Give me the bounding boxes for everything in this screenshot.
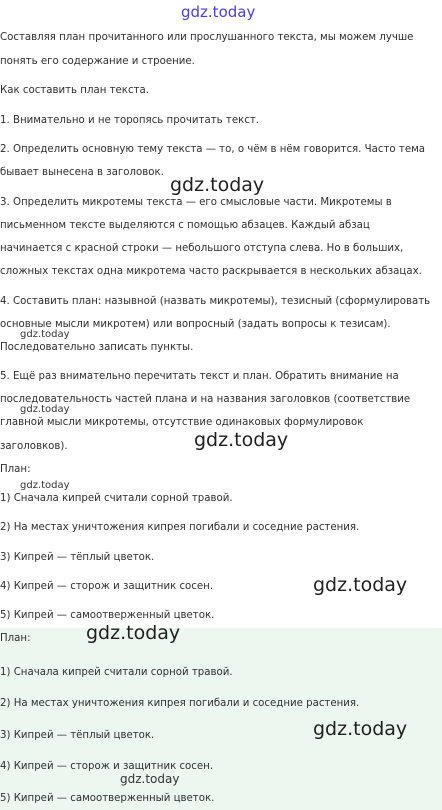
plan-1-item-1: 1) Сначала кипрей считали сорной травой. (0, 493, 233, 504)
plan-1-title: План: (0, 464, 31, 475)
watermark-4: gdz.today (194, 429, 289, 451)
intro-line-1: Составляя план прочитанного или прослушанного текста, мы можем лучше (0, 32, 414, 43)
step-3-line-1: 3. Определить микротемы текста — его смысловые части. Микротемы в (0, 197, 392, 208)
step-4-line-3: Последовательно записать пункты. (0, 342, 194, 353)
step-1: 1. Внимательно и не торопясь прочитать текст. (0, 115, 260, 126)
plan-1-item-5: 5) Кипрей — самоотверженный цветок. (0, 610, 215, 621)
step-4-line-2: основные мысли микротем) или вопросный (задать вопросы к тезисам). (0, 319, 391, 330)
watermark-6: gdz.today (313, 574, 408, 596)
watermark-5: gdz.today (20, 480, 70, 491)
watermark-9: gdz.today (120, 772, 180, 786)
plan-2-title: План: (0, 633, 31, 644)
step-5-line-2: последовательность частей плана и на названия заголовков (соответствие (0, 394, 411, 405)
step-3-line-2: письменном тексте выделяются с помощью абзацев. Каждый абзац (0, 220, 370, 231)
how-to-heading: Как составить план текста. (0, 85, 149, 96)
step-4-line-1: 4. Составить план: назывной (назвать микротемы), тезисный (сформулировать (0, 296, 431, 307)
plan-2-item-2: 2) На местах уничтожения кипрея погибали и соседние растения. (0, 698, 360, 709)
plan-2-item-5: 5) Кипрей — самоотверженный цветок. (0, 793, 215, 804)
plan-1-item-3: 3) Кипрей — тёплый цветок. (0, 552, 155, 563)
step-3-line-4: сложных текстах одна микротема часто раскрывается в нескольких абзацах. (0, 266, 422, 277)
watermark-8: gdz.today (313, 718, 408, 740)
step-5-line-3: главной мысли микротемы, отсутствие одинаковых формулировок (0, 417, 364, 428)
plan-1-item-2: 2) На местах уничтожения кипрея погибали и соседние растения. (0, 522, 360, 533)
step-3-line-3: начинается с красной строки — небольшого отступа слева. Но в больших, (0, 243, 404, 254)
intro-line-2: понять его содержание и строение. (0, 56, 195, 67)
step-5-line-4: заголовков). (0, 441, 68, 452)
plan-1-item-4: 4) Кипрей — сторож и защитник сосен. (0, 581, 214, 592)
plan-2-item-3: 3) Кипрей — тёплый цветок. (0, 730, 155, 741)
watermark-top: gdz.today (181, 3, 256, 21)
plan-2-item-1: 1) Сначала кипрей считали сорной травой. (0, 667, 233, 678)
watermark-2: gdz.today (20, 329, 70, 340)
step-5-line-1: 5. Ещё раз внимательно перечитать текст и план. Обратить внимание на (0, 371, 399, 382)
watermark-7: gdz.today (86, 622, 181, 644)
step-2-line-1: 2. Определить основную тему текста — то, о чём в нём говорится. Часто тема (0, 144, 426, 155)
watermark-1: gdz.today (170, 174, 265, 196)
watermark-3: gdz.today (20, 404, 70, 415)
plan-2-item-4: 4) Кипрей — сторож и защитник сосен. (0, 761, 214, 772)
step-2-line-2: бывает вынесена в заголовок. (0, 167, 164, 178)
